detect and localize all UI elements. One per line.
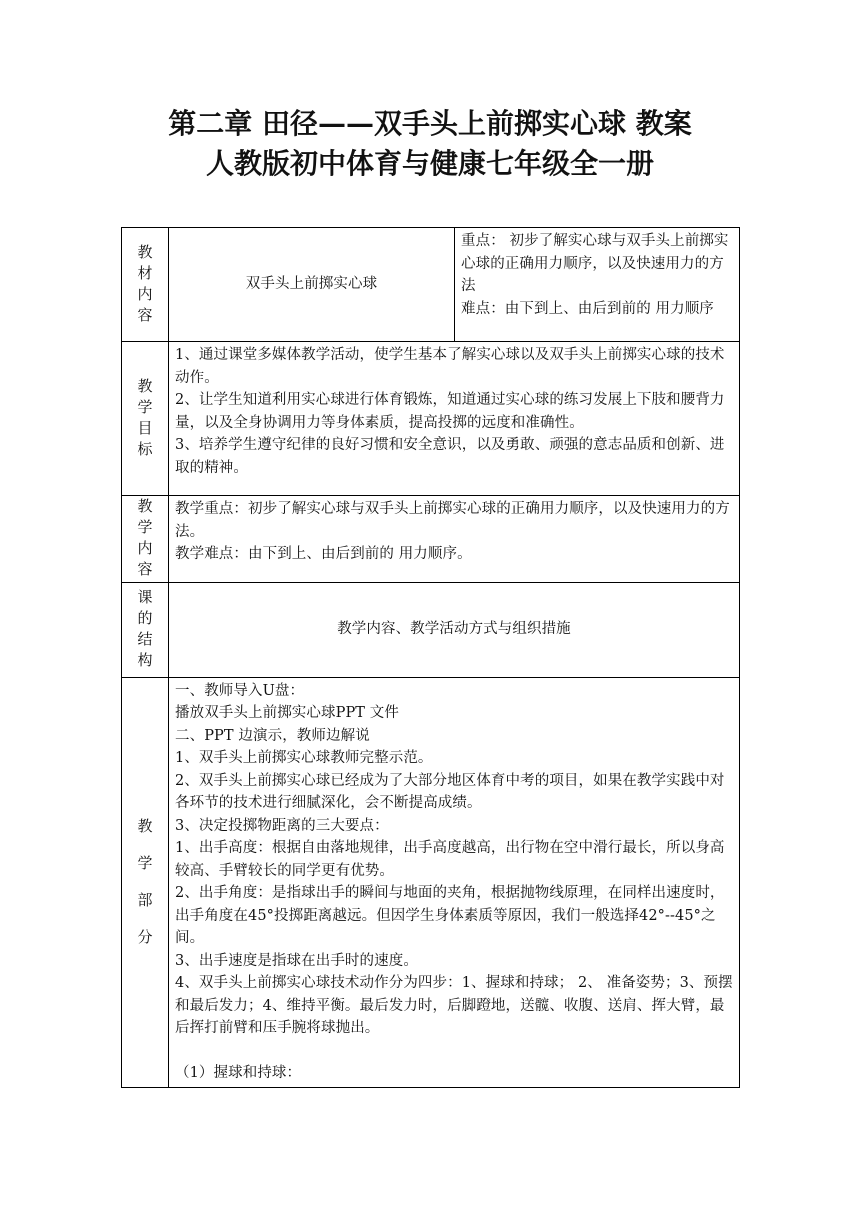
objective-item: 1、通过课堂多媒体教学活动，使学生基本了解实心球以及双手头上前掷实心球的技术动作。 xyxy=(175,347,725,386)
row-teaching-content xyxy=(122,496,740,583)
structure-header: 教学内容、教学活动方式与组织措施 xyxy=(169,582,740,677)
material-content: 双手头上前掷实心球 xyxy=(169,228,455,342)
row-label-content xyxy=(122,496,169,583)
teaching-content xyxy=(169,496,740,583)
section-line: 一、教师导入U盘： xyxy=(175,682,305,699)
row-label-section xyxy=(122,677,169,1087)
section-line: 2、双手头上前掷实心球已经成为了大部分地区体育中考的项目，如果在教学实践中对各环节的技术进行细腻深化，会不断提高成绩。 xyxy=(175,772,725,811)
section-line: 1、出手高度：根据自由落地规律，出手高度越高，出行物在空中滑行最长，所以身高较高、手臂较长的同学更有优势。 xyxy=(175,840,725,879)
section-blank-line xyxy=(175,1040,733,1063)
content-item: 教学难点：由下到上、由后到前的 用力顺序。 xyxy=(175,546,472,562)
section-line: （1）握球和持球： xyxy=(175,1065,302,1081)
section-line: 3、出手速度是指球在出手时的速度。 xyxy=(175,952,418,969)
row-teaching-section xyxy=(122,677,740,1087)
difficult-points: 难点：由下到上、由后到前的 用力顺序 xyxy=(461,300,714,317)
document-title: 第二章 田径——双手头上前掷实心球 教案 xyxy=(168,107,692,140)
row-lesson-structure xyxy=(122,582,740,677)
row-label-structure-text: 课的结构 xyxy=(137,587,153,669)
objectives-content xyxy=(169,342,740,496)
row-label-material-text: 教材内容 xyxy=(137,242,153,324)
section-line: 4、双手头上前掷实心球技术动作分为四步：1、握球和持球； 2、 准备姿势；3、预摆和最后发力；4、维持平衡。最后发力时，后脚蹬地，送髋、收腹、送肩、挥大臂，最后挥打前臂和压手腕将球抛出。 xyxy=(175,975,733,1036)
section-line: 1、双手头上前掷实心球教师完整示范。 xyxy=(175,750,433,766)
row-label-structure xyxy=(122,582,169,677)
lesson-plan-table xyxy=(121,227,740,1088)
row-label-content-text: 教学内容 xyxy=(137,497,153,578)
row-label-objectives-text: 教学目标 xyxy=(137,376,153,458)
document-subtitle: 人教版初中体育与健康七年级全一册 xyxy=(205,147,654,180)
material-points xyxy=(455,228,740,342)
row-label-material xyxy=(122,228,169,342)
teaching-section-content xyxy=(169,677,740,1087)
section-line: 播放双手头上前掷实心球PPT 文件 xyxy=(175,705,399,721)
objective-item: 2、让学生知道利用实心球进行体育锻炼，知道通过实心球的练习发展上下肢和腰背力量，以及全身协调用力等身体素质，提高投掷的远度和准确性。 xyxy=(175,392,725,431)
row-teaching-material xyxy=(122,228,740,342)
content-item: 教学重点：初步了解实心球与双手头上前掷实心球的正确用力顺序，以及快速用力的方法。 xyxy=(175,501,730,540)
section-line: 二、PPT 边演示，教师边解说 xyxy=(175,727,370,744)
objective-item: 3、培养学生遵守纪律的良好习惯和安全意识，以及勇敢、顽强的意志品质和创新、进取的精神。 xyxy=(175,437,725,476)
row-label-objectives xyxy=(122,342,169,496)
section-line: 3、决定投掷物距离的三大要点： xyxy=(175,817,389,834)
row-label-section-text: 教学部分 xyxy=(137,817,153,946)
key-points: 重点： 初步了解实心球与双手头上前掷实心球的正确用力顺序，以及快速用力的方法 xyxy=(461,233,729,294)
row-teaching-objectives xyxy=(122,342,740,496)
section-line: 2、出手角度：是指球出手的瞬间与地面的夹角，根据抛物线原理，在同样出速度时，出手角度在45°投掷距离越远。但因学生身体素质等原因，我们一般选择42°--45°之间。 xyxy=(175,885,725,946)
